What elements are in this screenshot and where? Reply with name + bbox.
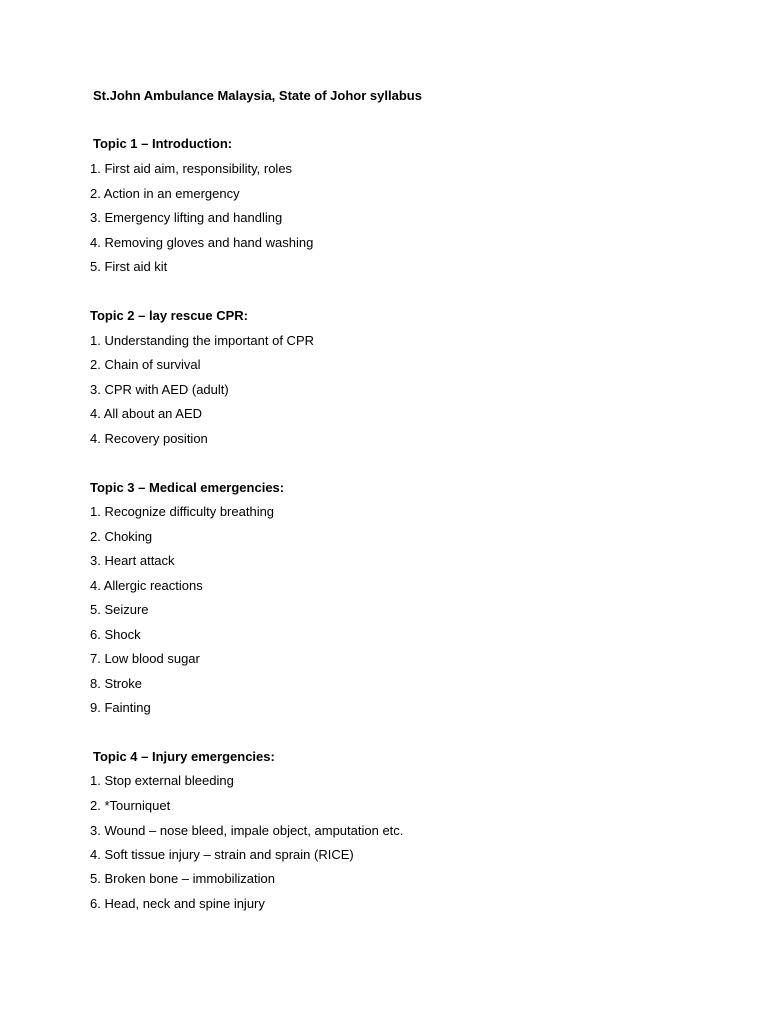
topic-2-heading: Topic 2 – lay rescue CPR: [90, 308, 248, 323]
topic-1-item: 5. First aid kit [90, 259, 168, 274]
topic-3-item: 3. Heart attack [90, 553, 175, 568]
topic-3-item: 2. Choking [90, 529, 153, 544]
topic-1-heading: Topic 1 – Introduction: [93, 136, 233, 151]
topic-1-item: 2. Action in an emergency [90, 186, 240, 201]
topic-4-heading: Topic 4 – Injury emergencies: [93, 749, 275, 764]
topic-4-item: 3. Wound – nose bleed, impale object, amputation etc. [90, 823, 404, 838]
topic-3-item: 8. Stroke [90, 676, 143, 691]
topic-4-item: 2. *Tourniquet [90, 798, 171, 813]
topic-3-item: 9. Fainting [90, 700, 151, 715]
topic-2-item: 4. Recovery position [90, 431, 208, 446]
topic-3-item: 1. Recognize difficulty breathing [90, 504, 275, 519]
topic-3-item: 4. Allergic reactions [90, 578, 203, 593]
topic-2-item: 3. CPR with AED (adult) [90, 382, 229, 397]
topic-4-item: 6. Head, neck and spine injury [90, 896, 265, 911]
topic-3-item: 5. Seizure [90, 602, 149, 617]
topic-2-item: 4. All about an AED [90, 406, 203, 421]
topic-2-item: 1. Understanding the important of CPR [90, 333, 315, 348]
topic-1-item: 4. Removing gloves and hand washing [90, 235, 314, 250]
topic-3-item: 7. Low blood sugar [90, 651, 200, 666]
document-title: St.John Ambulance Malaysia, State of Johor syllabus [93, 88, 422, 103]
topic-4-item: 1. Stop external bleeding [90, 773, 234, 788]
topic-4-item: 4. Soft tissue injury – strain and sprain (RICE) [90, 847, 354, 862]
topic-4-item: 5. Broken bone – immobilization [90, 871, 275, 886]
topic-1-item: 3. Emergency lifting and handling [90, 210, 283, 225]
topic-3-heading: Topic 3 – Medical emergencies: [90, 480, 285, 495]
topic-3-item: 6. Shock [90, 627, 141, 642]
topic-2-item: 2. Chain of survival [90, 357, 201, 372]
topic-1-item: 1. First aid aim, responsibility, roles [90, 161, 293, 176]
